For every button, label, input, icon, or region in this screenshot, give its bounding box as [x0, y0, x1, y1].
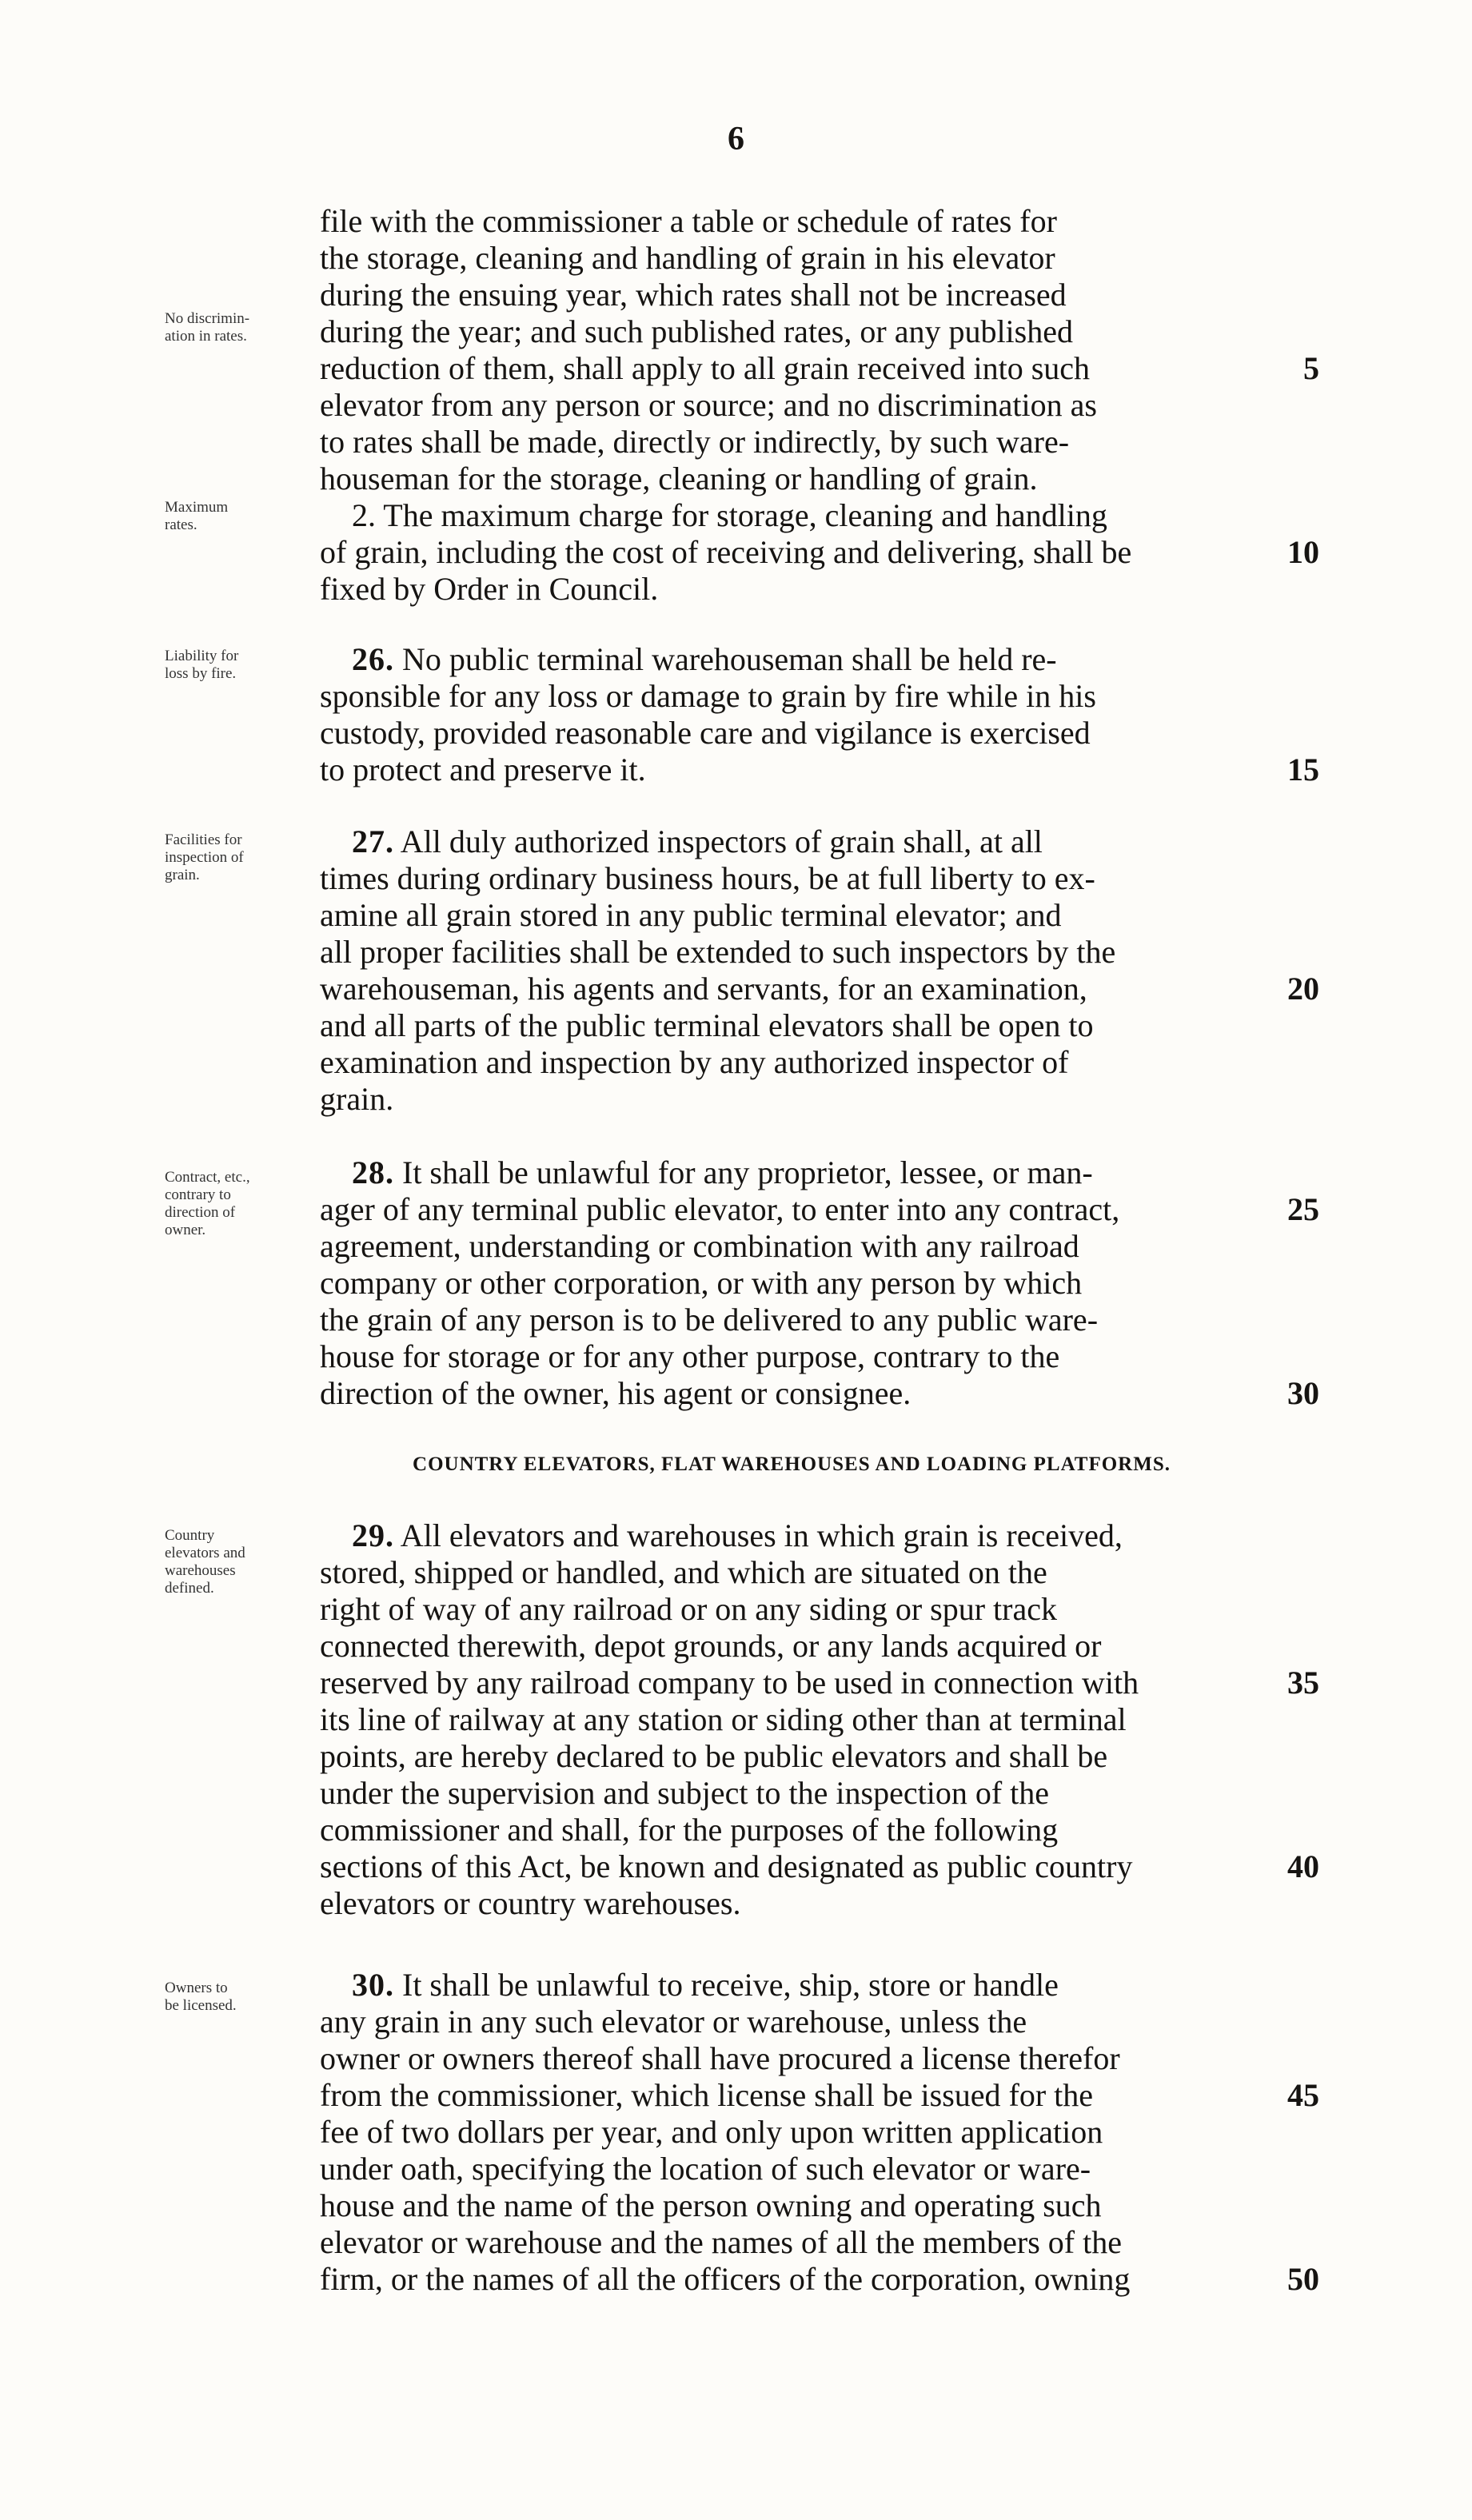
text-line: during the year; and such published rates, or any published: [320, 313, 1073, 349]
text-line: 2. The maximum charge for storage, cleaning and handling: [352, 497, 1107, 533]
text-line: direction of the owner, his agent or consignee.: [320, 1375, 912, 1411]
text-line: stored, shipped or handled, and which are situated on the: [320, 1554, 1047, 1590]
line-number: 20: [1287, 971, 1319, 1007]
margin-note: No discrimin- ation in rates.: [165, 310, 250, 345]
text-line: file with the commissioner a table or schedule of rates for: [320, 203, 1057, 239]
section-number: 29.: [352, 1517, 394, 1553]
text-line: the grain of any person is to be delivered to any public ware-: [320, 1302, 1099, 1338]
text-line: and all parts of the public terminal elevators shall be open to: [320, 1007, 1094, 1043]
text-line: of grain, including the cost of receiving and delivering, shall be: [320, 534, 1132, 570]
text-line: fixed by Order in Council.: [320, 571, 659, 607]
text-line: firm, or the names of all the officers of the corporation, owning: [320, 2261, 1131, 2297]
text-line: sections of this Act, be known and designated as public country: [320, 1848, 1133, 1884]
text-line: It shall be unlawful to receive, ship, store or handle: [402, 1967, 1059, 2003]
text-line: reserved by any railroad company to be used in connection with: [320, 1665, 1139, 1701]
section-first-line: [352, 641, 1263, 678]
section-first-line: [352, 823, 1263, 860]
text-line: any grain in any such elevator or warehouse, unless the: [320, 2004, 1027, 2040]
text-line: points, are hereby declared to be public elevators and shall be: [320, 1738, 1108, 1774]
text-line: elevator from any person or source; and no discrimination as: [320, 387, 1097, 423]
line-number: 10: [1287, 534, 1319, 570]
section-first-line: [352, 1154, 1263, 1191]
text-line: its line of railway at any station or siding other than at terminal: [320, 1701, 1127, 1737]
line-number: 15: [1287, 752, 1319, 788]
text-line: under the supervision and subject to the inspection of the: [320, 1775, 1050, 1811]
text-line: from the commissioner, which license shall be issued for the: [320, 2077, 1094, 2113]
text-line: warehouseman, his agents and servants, for an examination,: [320, 971, 1087, 1007]
margin-note: Owners to be licensed.: [165, 1980, 237, 2014]
text-line: examination and inspection by any authorized inspector of: [320, 1044, 1069, 1080]
section-heading: COUNTRY ELEVATORS, FLAT WAREHOUSES AND LOADING PLATFORMS.: [413, 1453, 1171, 1475]
line-number: 30: [1287, 1375, 1319, 1411]
text-line: all proper facilities shall be extended to such inspectors by the: [320, 934, 1116, 970]
text-line: company or other corporation, or with any person by which: [320, 1265, 1083, 1301]
text-line: during the ensuing year, which rates shall not be increased: [320, 277, 1067, 313]
text-line: elevators or country warehouses.: [320, 1885, 741, 1921]
section-number: 26.: [352, 641, 394, 677]
text-line: houseman for the storage, cleaning or handling of grain.: [320, 461, 1038, 496]
section-number: 28.: [352, 1154, 394, 1190]
text-line: reduction of them, shall apply to all grain received into such: [320, 350, 1091, 386]
text-line: grain.: [320, 1081, 394, 1117]
line-number: 25: [1287, 1191, 1319, 1227]
section-first-line: [352, 1967, 1263, 2004]
text-line: connected therewith, depot grounds, or any lands acquired or: [320, 1628, 1102, 1664]
page-number: 6: [728, 121, 744, 158]
text-line: right of way of any railroad or on any siding or spur track: [320, 1591, 1057, 1627]
text-line: to rates shall be made, directly or indirectly, by such ware-: [320, 424, 1070, 460]
text-line: commissioner and shall, for the purposes of the following: [320, 1812, 1059, 1848]
margin-note: Liability for loss by fire.: [165, 648, 239, 682]
text-line: All duly authorized inspectors of grain shall, at all: [400, 823, 1043, 859]
text-line: sponsible for any loss or damage to grain by fire while in his: [320, 678, 1096, 714]
text-line: No public terminal warehouseman shall be held re-: [402, 641, 1057, 677]
line-number: 50: [1287, 2261, 1319, 2297]
text-line: ager of any terminal public elevator, to enter into any contract,: [320, 1191, 1120, 1227]
line-number: 40: [1287, 1848, 1319, 1884]
line-number: 45: [1287, 2077, 1319, 2113]
text-line: amine all grain stored in any public terminal elevator; and: [320, 897, 1062, 933]
line-number: 5: [1303, 350, 1319, 386]
margin-note: Country elevators and warehouses defined.: [165, 1527, 245, 1597]
section-number: 27.: [352, 823, 394, 859]
text-line: to protect and preserve it.: [320, 752, 646, 788]
margin-note: Contract, etc., contrary to direction of owner.: [165, 1169, 250, 1238]
margin-note: Facilities for inspection of grain.: [165, 831, 244, 883]
text-line: fee of two dollars per year, and only upon written application: [320, 2114, 1103, 2150]
text-line: elevator or warehouse and the names of all the members of the: [320, 2224, 1122, 2260]
text-line: the storage, cleaning and handling of grain in his elevator: [320, 240, 1055, 276]
text-line: times during ordinary business hours, be at full liberty to ex-: [320, 860, 1095, 896]
section-number: 30.: [352, 1967, 394, 2003]
margin-note: Maximum rates.: [165, 499, 229, 533]
text-line: owner or owners thereof shall have procured a license therefor: [320, 2040, 1120, 2076]
section-first-line: [352, 1517, 1263, 1554]
text-line: agreement, understanding or combination with any railroad: [320, 1228, 1079, 1264]
line-number: 35: [1287, 1665, 1319, 1701]
text-line: custody, provided reasonable care and vigilance is exercised: [320, 715, 1091, 751]
text-line: It shall be unlawful for any proprietor, lessee, or man-: [402, 1154, 1093, 1190]
text-line: house and the name of the person owning and operating such: [320, 2187, 1102, 2223]
text-line: All elevators and warehouses in which grain is received,: [400, 1517, 1123, 1553]
text-line: house for storage or for any other purpose, contrary to the: [320, 1338, 1060, 1374]
text-line: under oath, specifying the location of such elevator or ware-: [320, 2151, 1091, 2187]
